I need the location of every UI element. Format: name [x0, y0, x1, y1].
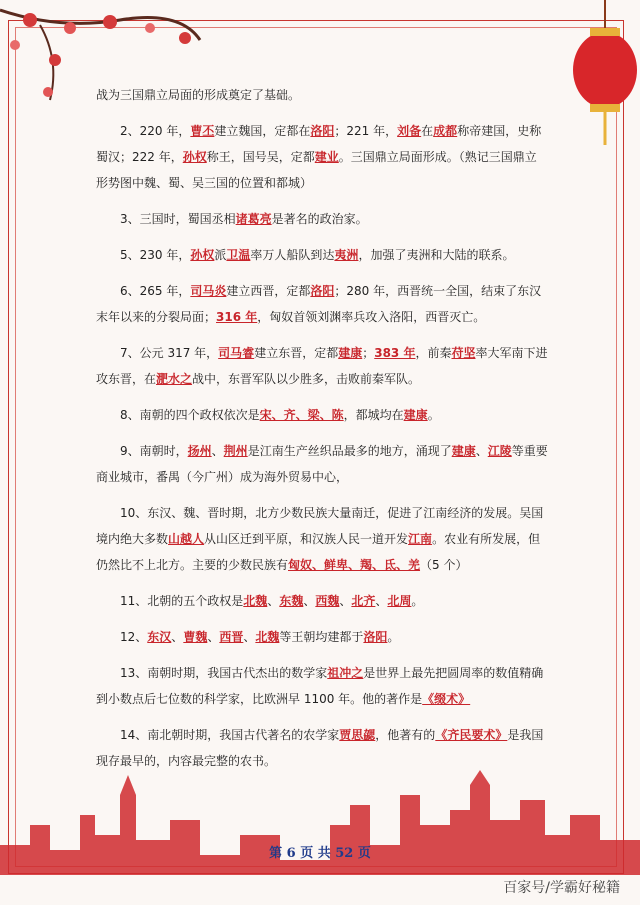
text-run: 建立魏国，定都在 — [214, 124, 311, 138]
keyword: 东汉 — [147, 630, 172, 644]
keyword: 贾思勰 — [339, 728, 376, 742]
keyword: 荆州 — [223, 444, 248, 458]
text-run: ，前秦 — [415, 346, 452, 360]
text-run: 战中，东晋军队以少胜多，击败前秦军队。 — [192, 372, 421, 386]
text-run: 。三国鼎立局面形成。（熟记三国鼎立形势图中魏、蜀、吴三国的位置和都城） — [96, 150, 537, 190]
keyword: 西晋 — [219, 630, 244, 644]
text-run: 是江南生产丝织品最多的地方，涌现了 — [247, 444, 452, 458]
keyword: 西魏 — [315, 594, 340, 608]
text-run: 。 — [411, 594, 424, 608]
paragraph — [96, 402, 548, 428]
paragraph — [96, 500, 548, 578]
keyword: 江南 — [408, 532, 433, 546]
keyword: 建康 — [338, 346, 363, 360]
text-run: ，匈奴首领刘渊率兵攻入洛阳，西晋灭亡。 — [257, 310, 486, 324]
text-run: ，都城均在 — [343, 408, 404, 422]
text-run: 称帝建国，史称蜀汉；222 年， — [96, 124, 542, 164]
text-run: （5 个） — [420, 558, 468, 572]
text-run: 是著名的政治家。 — [271, 212, 368, 226]
text-run: ，他著有的 — [375, 728, 436, 742]
paragraph — [96, 242, 548, 268]
keyword: 《缀术》 — [422, 692, 471, 706]
text-run: 、 — [207, 630, 220, 644]
text-run: 2、220 年， — [120, 124, 191, 138]
paragraph — [96, 624, 548, 650]
keyword: 司马睿 — [218, 346, 255, 360]
keyword: 刘备 — [397, 124, 422, 138]
keyword: 建业 — [314, 150, 339, 164]
text-run: 13、南朝时期，我国古代杰出的数学家 — [120, 666, 328, 680]
keyword: 北魏 — [255, 630, 280, 644]
text-run: 、 — [475, 444, 488, 458]
paragraph — [96, 206, 548, 232]
text-run: 5、230 年， — [120, 248, 191, 262]
keyword: 建康 — [403, 408, 428, 422]
text-run: 3、三国时，蜀国丞相 — [120, 212, 236, 226]
keyword: 苻坚 — [451, 346, 476, 360]
footer-watermark: 百家号/学霸好秘籍 — [503, 880, 620, 896]
keyword: 洛阳 — [363, 630, 388, 644]
text-run: 7、公元 317 年， — [120, 346, 219, 360]
text-run: 率大军南下进攻东晋，在 — [96, 346, 548, 386]
keyword: 司马炎 — [190, 284, 227, 298]
keyword: 孙权 — [182, 150, 207, 164]
text-run: 、 — [303, 594, 316, 608]
text-run: 等王朝均建都于 — [279, 630, 364, 644]
keyword: 山越人 — [168, 532, 205, 546]
paragraph — [96, 82, 548, 108]
text-run: 派 — [214, 248, 227, 262]
text-run: 。 — [387, 630, 400, 644]
text-run: 6、265 年， — [120, 284, 191, 298]
keyword: 洛阳 — [310, 284, 335, 298]
keyword: 建康 — [451, 444, 476, 458]
keyword: 诸葛亮 — [235, 212, 272, 226]
text-run: 、 — [375, 594, 388, 608]
text-run: 率万人船队到达 — [250, 248, 335, 262]
keyword: 北魏 — [243, 594, 268, 608]
paragraph — [96, 438, 548, 490]
keyword: 北周 — [387, 594, 412, 608]
text-run: ；280 年，西晋统一全国，结束了东汉末年以来的分裂局面； — [96, 284, 542, 324]
keyword: 匈奴、鲜卑、羯、氐、羌 — [288, 558, 421, 572]
keyword: 卫温 — [226, 248, 251, 262]
text-run: ，加强了夷洲和大陆的联系。 — [358, 248, 515, 262]
text-run: 。农业有所发展，但仍然比不上北方。主要的少数民族有 — [96, 532, 541, 572]
text-run: 、 — [243, 630, 256, 644]
text-run: 11、北朝的五个政权是 — [120, 594, 244, 608]
keyword: 祖冲之 — [327, 666, 364, 680]
text-run: 14、南北朝时期，我国古代著名的农学家 — [120, 728, 340, 742]
text-run: ；221 年， — [334, 124, 398, 138]
keyword: 《齐民要术》 — [435, 728, 508, 742]
text-run: 等重要商业城市，番禺（今广州）成为海外贸易中心， — [96, 444, 548, 484]
text-run: 。 — [427, 408, 440, 422]
paragraph — [96, 118, 548, 196]
text-run: 称王，国号吴，定都 — [206, 150, 315, 164]
lantern-decoration — [550, 0, 640, 150]
text-run: 8、南朝的四个政权依次是 — [120, 408, 260, 422]
keyword: 孙权 — [190, 248, 215, 262]
keyword: 曹魏 — [183, 630, 208, 644]
text-run: 战为三国鼎立局面的形成奠定了基础。 — [96, 88, 301, 102]
text-run: 从山区迁到平原，和汉族人民一道开发 — [204, 532, 409, 546]
text-run: 建立西晋，定都 — [226, 284, 311, 298]
text-run: 12、 — [120, 630, 148, 644]
keyword: 成都 — [433, 124, 458, 138]
keyword: 北齐 — [351, 594, 376, 608]
text-run: 在 — [421, 124, 434, 138]
keyword: 淝水之 — [156, 372, 193, 386]
paragraph — [96, 588, 548, 614]
page-number: 第 6 页 共 52 页 — [269, 846, 371, 861]
keyword: 东魏 — [279, 594, 304, 608]
paragraph — [96, 278, 548, 330]
keyword: 洛阳 — [310, 124, 335, 138]
text-run: 是我国现存最早的，内容最完整的农书。 — [96, 728, 544, 768]
keyword: 316 年 — [216, 310, 258, 324]
text-run: ； — [362, 346, 375, 360]
text-run: 、 — [171, 630, 184, 644]
keyword: 宋、齐、梁、陈 — [259, 408, 344, 422]
text-run: 9、南朝时， — [120, 444, 188, 458]
keyword: 383 年 — [374, 346, 416, 360]
text-run: 10、东汉、魏、晋时期，北方少数民族大量南迁，促进了江南经济的发展。吴国境内绝大多数 — [96, 506, 544, 546]
keyword: 江陵 — [487, 444, 512, 458]
text-run: 、 — [211, 444, 224, 458]
keyword: 曹丕 — [190, 124, 215, 138]
text-run: 是世界上最先把圆周率的数值精确到小数点后七位数的科学家，比欧洲早 1100 年。他的著作是 — [96, 666, 544, 706]
paragraph — [96, 660, 548, 712]
keyword: 夷洲 — [334, 248, 359, 262]
document-body — [96, 82, 548, 784]
paragraph — [96, 340, 548, 392]
text-run: 、 — [339, 594, 352, 608]
text-run: 建立东晋，定都 — [254, 346, 339, 360]
text-run: 、 — [267, 594, 280, 608]
keyword: 扬州 — [187, 444, 212, 458]
